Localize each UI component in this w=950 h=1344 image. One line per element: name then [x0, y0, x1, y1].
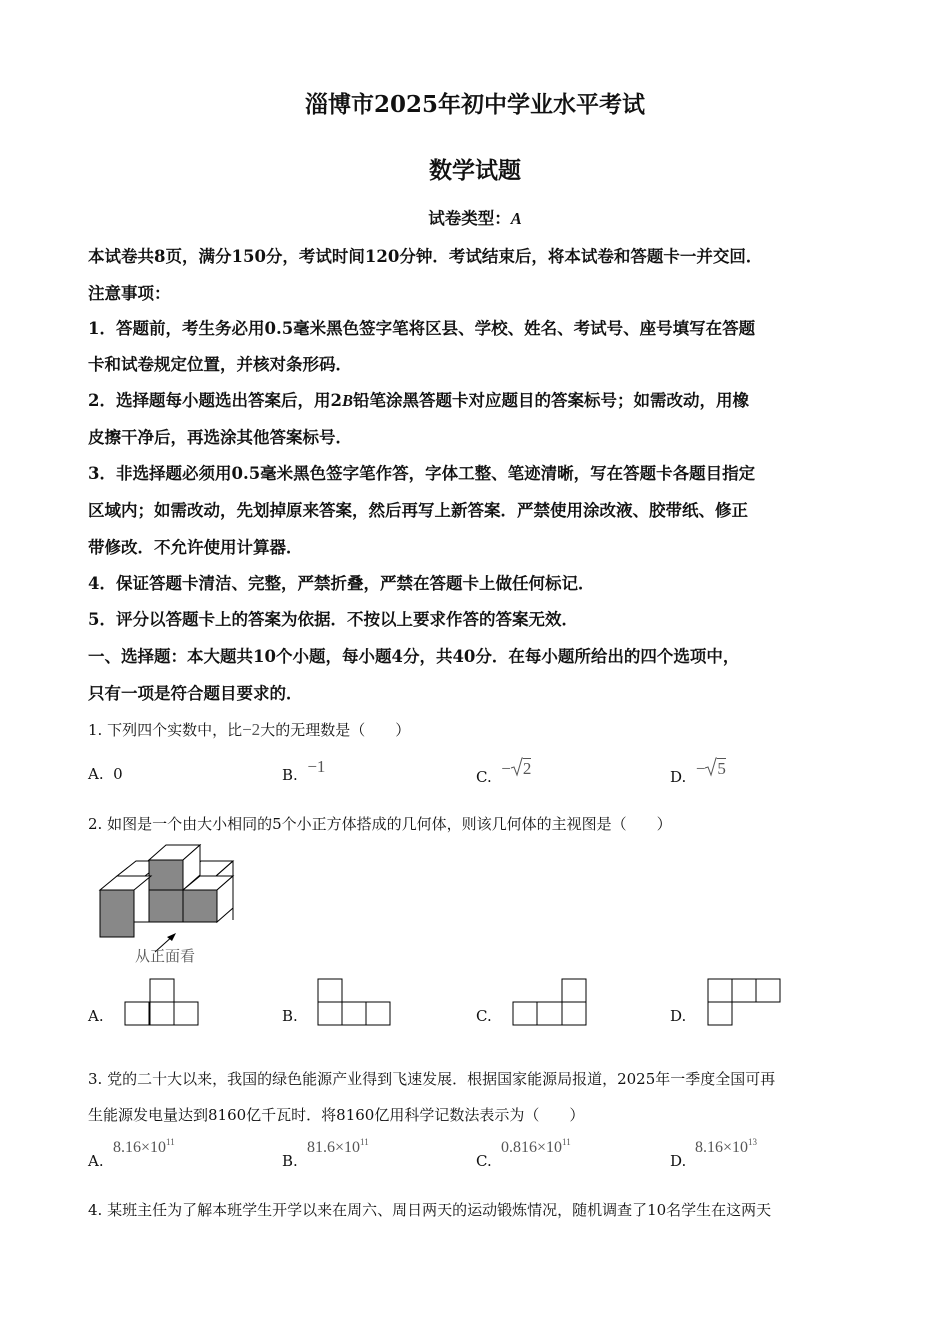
q3-stem-line-1: 3. 党的二十大以来，我国的绿色能源产业得到飞速发展．根据国家能源局报道，2025年一季度全国可再: [88, 1070, 776, 1088]
exam-title: 淄博市2025年初中学业水平考试: [304, 91, 645, 118]
bottom-right-cube-front: [183, 890, 217, 922]
top-cube-front: [149, 860, 183, 890]
q3-option-d-value: [695, 1137, 757, 1157]
q2-option-a-figure[interactable]: [125, 979, 200, 1027]
note-2-text-b: 铅笔涂黑答题卡对应题目的答案标号；如需改动，用橡: [352, 391, 749, 410]
q1-stem-b: 大的无理数是（ ）: [260, 721, 411, 739]
note-1-line-2: 卡和试卷规定位置，并核对条形码．: [88, 355, 352, 374]
q3-option-a-label: A.: [88, 1152, 104, 1170]
q3-option-d-mantissa: 8.16×10: [695, 1139, 749, 1156]
paper-type-label: 试卷类型：: [428, 209, 511, 228]
q2-option-d-label[interactable]: D.: [670, 1007, 687, 1025]
q1-option-c-sqrt: [511, 757, 532, 779]
q3-option-a[interactable]: [88, 1152, 104, 1170]
q1-option-d-label: D.: [670, 768, 687, 786]
q1-option-c[interactable]: [476, 759, 532, 787]
q1-option-c-sign: −: [501, 759, 511, 778]
q1-stem-math: −2: [242, 720, 261, 739]
note-2-text-a: 2．选择题每小题选出答案后，用2: [88, 391, 342, 410]
q3-option-b-mantissa: 81.6×10: [307, 1139, 361, 1156]
q3-option-b[interactable]: [282, 1152, 298, 1170]
q1-option-d-radicand: 5: [717, 759, 726, 778]
q3-option-c-exp: 11: [562, 1137, 571, 1147]
q3-option-a-mantissa: 8.16×10: [113, 1139, 167, 1156]
q1-option-d-sign: −: [695, 759, 706, 778]
radical-icon: [705, 757, 717, 777]
q3-option-d-exp: 13: [748, 1137, 758, 1147]
q1-option-b[interactable]: [282, 757, 326, 785]
q1-option-d-sqrt: [705, 757, 726, 779]
q4-stem-line-1: 4. 某班主任为了解本班学生开学以来在周六、周日两天的运动锻炼情况，随机调查了10名学生在这两天: [88, 1201, 772, 1219]
section-1-line-2: 只有一项是符合题目要求的．: [88, 684, 303, 703]
note-2-pencil: B: [341, 391, 353, 410]
q2-option-b-figure[interactable]: [318, 979, 393, 1027]
q1-option-a-label: A.: [88, 765, 104, 783]
radical-icon: [511, 757, 523, 777]
q1-option-c-label: C.: [476, 768, 492, 786]
notes-heading: 注意事项：: [88, 284, 171, 303]
q1-option-c-value: [501, 759, 531, 778]
note-3-line-3: 带修改．不允许使用计算器．: [88, 538, 303, 557]
bottom-left-cube-front: [100, 890, 134, 937]
q3-option-b-exp: 11: [360, 1137, 369, 1147]
note-2-line-1: [88, 387, 749, 411]
note-1-line-1: 1．答题前，考生务必用0.5毫米黑色签字笔将区县、学校、姓名、考试号、座号填写在答题: [88, 319, 756, 338]
section-1-line-1: 一、选择题：本大题共10个小题，每小题4分，共40分．在每小题所给出的四个选项中，: [88, 647, 740, 666]
note-3-line-1: 3．非选择题必须用0.5毫米黑色签字笔作答，字体工整、笔迹清晰，写在答题卡各题目指定: [88, 464, 756, 483]
bottom-left-cube-top: [100, 876, 151, 890]
q3-option-b-value: [307, 1137, 369, 1157]
q3-option-a-exp: 11: [166, 1137, 175, 1147]
paper-type-value: A: [510, 209, 522, 228]
q1-option-b-label: B.: [282, 766, 298, 784]
q2-option-a-label[interactable]: A.: [88, 1007, 104, 1025]
q1-option-a-value: 0: [113, 765, 123, 783]
q1-option-b-value: −1: [307, 757, 326, 776]
q2-option-d-figure[interactable]: [708, 979, 783, 1027]
q2-option-b-label[interactable]: B.: [282, 1007, 298, 1025]
q3-option-a-value: [113, 1137, 175, 1157]
note-2-line-2: 皮擦干净后，再选涂其他答案标号．: [88, 428, 352, 447]
q3-option-b-label: B.: [282, 1152, 298, 1170]
note-5: 5．评分以答题卡上的答案为依据．不按以上要求作答的答案无效．: [88, 610, 578, 629]
bottom-mid-cube-front: [149, 890, 183, 922]
exam-subtitle: 数学试题: [429, 157, 521, 184]
q1-option-d-value: [696, 759, 726, 778]
q1-option-c-radicand: 2: [522, 759, 532, 778]
q1-option-d[interactable]: [670, 759, 726, 787]
note-4: 4．保证答题卡清洁、完整，严禁折叠，严禁在答题卡上做任何标记．: [88, 574, 595, 593]
q3-stem-line-2: 生能源发电量达到8160亿千瓦时．将8160亿用科学记数法表示为（ ）: [88, 1106, 585, 1124]
q3-option-d-label: D.: [670, 1152, 687, 1170]
q2-figure-caption: 从正面看: [135, 947, 196, 965]
q2-stem: 2. 如图是一个由大小相同的5个小正方体搭成的几何体，则该几何体的主视图是（ ）: [88, 815, 672, 833]
q1-option-a[interactable]: [88, 765, 123, 783]
q3-option-d[interactable]: [670, 1152, 686, 1170]
note-3-line-2: 区域内；如需改动，先划掉原来答案，然后再写上新答案．严禁使用涂改液、胶带纸、修正: [88, 501, 748, 520]
q3-option-c[interactable]: [476, 1152, 492, 1170]
q3-option-c-label: C.: [476, 1152, 492, 1170]
q2-option-c-label[interactable]: C.: [476, 1007, 492, 1025]
q1-stem: [88, 719, 410, 740]
q3-option-c-value: [501, 1137, 571, 1157]
q2-option-c-figure[interactable]: [513, 979, 588, 1027]
q3-option-c-mantissa: 0.816×10: [501, 1139, 563, 1156]
q1-stem-a: 1. 下列四个实数中，比: [88, 721, 243, 739]
paper-type: [0, 205, 950, 229]
intro-text: 本试卷共8页，满分150分，考试时间120分钟．考试结束后，将本试卷和答题卡一并交回．: [88, 247, 763, 266]
